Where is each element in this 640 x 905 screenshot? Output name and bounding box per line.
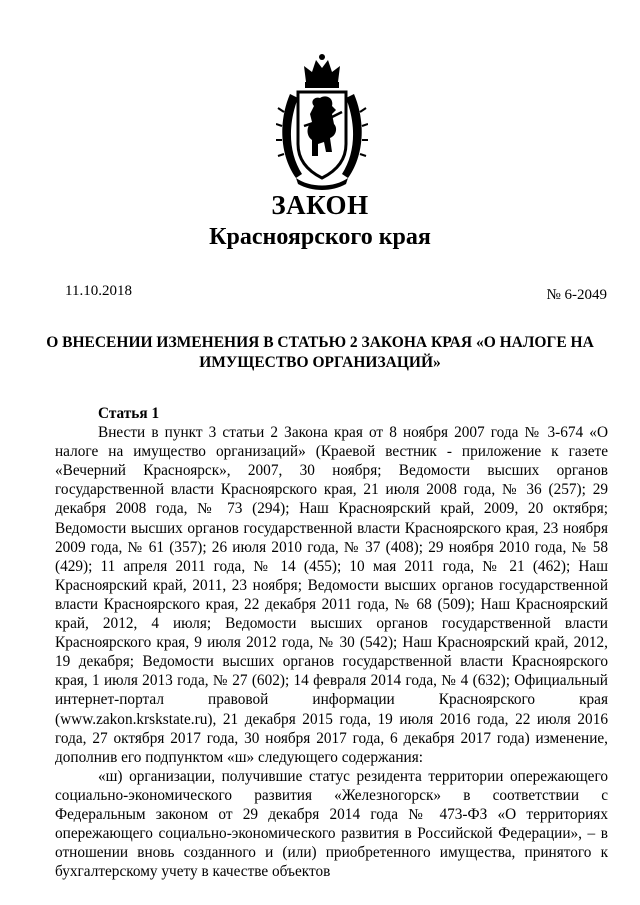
article-title: Статья 1	[98, 405, 160, 422]
coat-of-arms-icon	[276, 52, 368, 192]
paragraph: «ш) организации, получившие статус резидента территории опережающего социально-экономического развития «Железногорск» в соответствии с Федеральным законом от 29 декабря 2014 года № 473-ФЗ «О территориях опережающего социально-экономического развития в Российской Федерации», – в отношении вновь созданного и (или) приобретенного имущества, принятого к бухгалтерскому учету в качестве объектов	[55, 767, 608, 881]
law-heading: О ВНЕСЕНИИ ИЗМЕНЕНИЯ В СТАТЬЮ 2 ЗАКОНА КРАЯ «О НАЛОГЕ НА ИМУЩЕСТВО ОРГАНИЗАЦИЙ»	[46, 334, 594, 371]
law-title: ЗАКОН	[271, 190, 369, 220]
document-body	[55, 404, 608, 881]
law-date: 11.10.2018	[65, 283, 132, 299]
law-subtitle: Красноярского края	[209, 224, 431, 250]
paragraph: Внести в пункт 3 статьи 2 Закона края от 8 ноября 2007 года № 3-674 «О налоге на имущество организаций» (Краевой вестник - приложение к газете «Вечерний Красноярск», 2007, 30 ноября; Ведомости высших органов государственной власти Красноярского края, 21 июля 2008 года, № 36 (257); 29 декабря 2008 года, № 73 (294); Наш Красноярский край, 2009, 20 октября; Ведомости высших органов государственной власти Красноярского края, 23 ноября 2009 года, № 61 (357); 26 июля 2010 года, № 37 (408); 29 ноября 2010 года, № 58 (429); 11 апреля 2011 года, № 14 (455); 10 мая 2011 года, № 21 (462); Наш Красноярский край, 2011, 23 ноября; Ведомости высших органов государственной власти Красноярского края, 22 декабря 2011 года, № 68 (509); Наш Красноярский край, 2012, 4 июля; Ведомости высших органов государственной власти Красноярского края, 9 июля 2012 года, № 30 (542); Наш Красноярский край, 2012, 19 декабря; Ведомости высших органов государственной власти Красноярского края, 1 июля 2013 года, № 27 (602); 14 февраля 2014 года, № 4 (632); Официальный интернет-портал правовой информации Красноярского края (www.zakon.krskstate.ru), 21 декабря 2015 года, 19 июля 2016 года, 22 июля 2016 года, 27 октября 2017 года, 30 ноября 2017 года, 6 декабря 2017 года) изменение, дополнив его подпунктом «ш» следующего содержания:	[55, 424, 608, 766]
law-number: № 6-2049	[546, 287, 607, 303]
